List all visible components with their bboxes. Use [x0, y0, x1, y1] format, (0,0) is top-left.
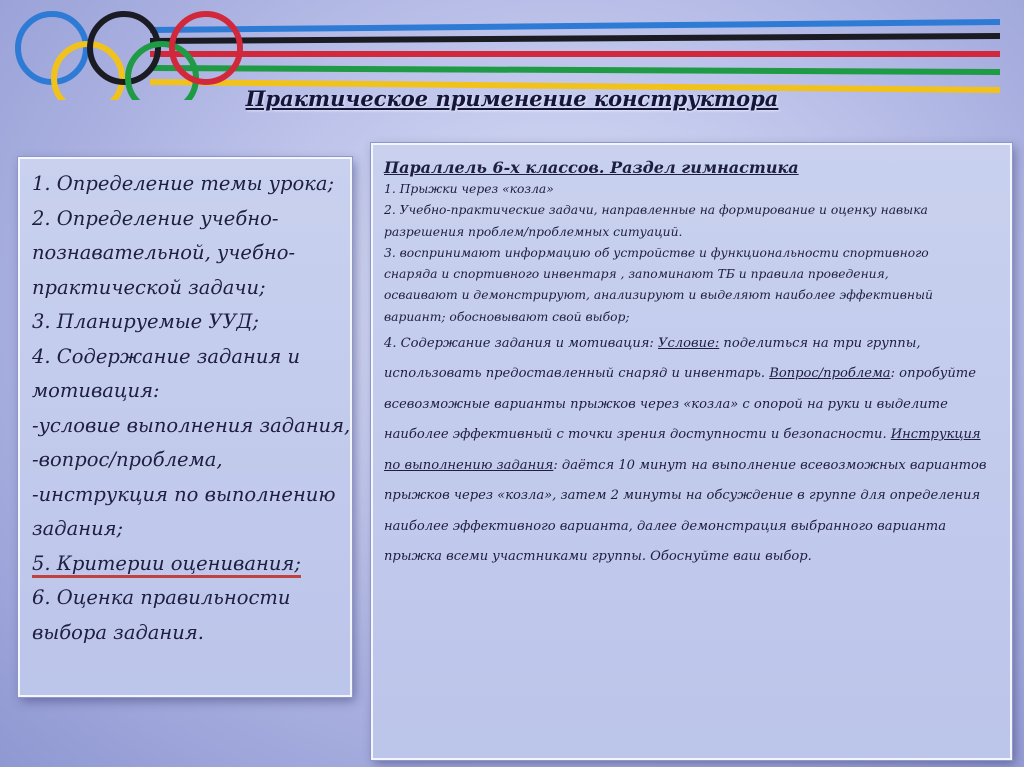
item-2-line-2: разрешения проблем/проблемных ситуаций.: [384, 224, 683, 239]
item-4-line-8: прыжка всеми участниками группы. Обоснуйте ваш выбор.: [384, 548, 812, 564]
list-item: 6. Оценка правильности: [32, 586, 291, 609]
text-span: : даётся 10 минут на выполнение всевозможных вариантов: [553, 457, 987, 473]
list-item: задания;: [32, 517, 124, 540]
text-span: 4. Содержание задания и мотивация:: [384, 336, 659, 352]
instruction-label: Инструкция: [890, 427, 981, 443]
list-item: познавательной, учебно-: [32, 241, 296, 264]
item-3-line-4: вариант; обосновывают свой выбор;: [384, 309, 630, 324]
item-3-line-1: 3. воспринимают информацию об устройстве и функциональности спортивного: [384, 245, 929, 260]
list-item: -условие выполнения задания,: [32, 413, 351, 437]
item-4-line-7: наиболее эффективного варианта, далее демонстрация выбранного варианта: [384, 518, 947, 534]
item-2-line-1: 2. Учебно-практические задачи, направленные на формирование и оценку навыка: [384, 203, 928, 218]
item-4-line-2: [384, 360, 998, 388]
item-4-line-1: [384, 330, 998, 358]
question-label: Вопрос/проблема: [769, 366, 891, 382]
item-3-line-3: осваивают и демонстрируют, анализируют и выделяют наиболее эффективный: [384, 288, 933, 303]
instruction-label-cont: по выполнению задания: [384, 457, 554, 473]
stripe-red: [150, 53, 1000, 54]
list-item: практической задачи;: [32, 275, 266, 299]
item-4-line-5: [384, 452, 998, 480]
constructor-steps-list: [32, 167, 351, 650]
item-4-line-3: всевозможные варианты прыжков через «козла» с опорой на руки и выделите: [384, 396, 948, 412]
list-item: 3. Планируемые УУД;: [32, 310, 259, 333]
stripe-green: [150, 68, 1000, 72]
text-span: наиболее эффективный с точки зрения доступности и безопасности.: [384, 427, 891, 443]
text-span: использовать предоставленный снаряд и инвентарь.: [384, 366, 770, 382]
stripe-black: [150, 36, 1000, 41]
olympic-stripes: [150, 22, 1000, 90]
list-item: -инструкция по выполнению: [32, 482, 336, 506]
list-item: 4. Содержание задания и: [32, 344, 301, 368]
list-item: 2. Определение учебно-: [32, 206, 279, 230]
list-item: мотивация:: [32, 379, 160, 402]
list-item-highlighted: [32, 547, 340, 582]
right-heading: Параллель 6-х классов. Раздел гимнастика: [384, 158, 799, 177]
olympic-decoration: [0, 0, 1024, 100]
slide-title: Практическое применение конструктора: [245, 86, 779, 111]
left-panel: [18, 157, 352, 697]
list-item: 1. Определение темы урока;: [32, 172, 335, 195]
criteria-text: 5. Критерии оценивания;: [32, 552, 301, 578]
text-span: поделиться на три группы,: [719, 336, 921, 352]
list-item: -вопрос/проблема,: [32, 448, 223, 471]
right-panel: [371, 143, 1012, 760]
item-4-line-6: прыжков через «козла», затем 2 минуты на обсуждение в группе для определения: [384, 488, 981, 504]
stripe-blue: [150, 22, 1000, 30]
item-3-line-2: снаряда и спортивного инвентаря , запоминают ТБ и правила проведения,: [384, 267, 889, 282]
item-4-line-4: [384, 421, 998, 449]
item-1: 1. Прыжки через «козла»: [384, 182, 554, 196]
condition-label: Условие:: [658, 336, 720, 352]
text-span: : опробуйте: [890, 366, 976, 382]
list-item: выбора задания.: [32, 620, 204, 644]
